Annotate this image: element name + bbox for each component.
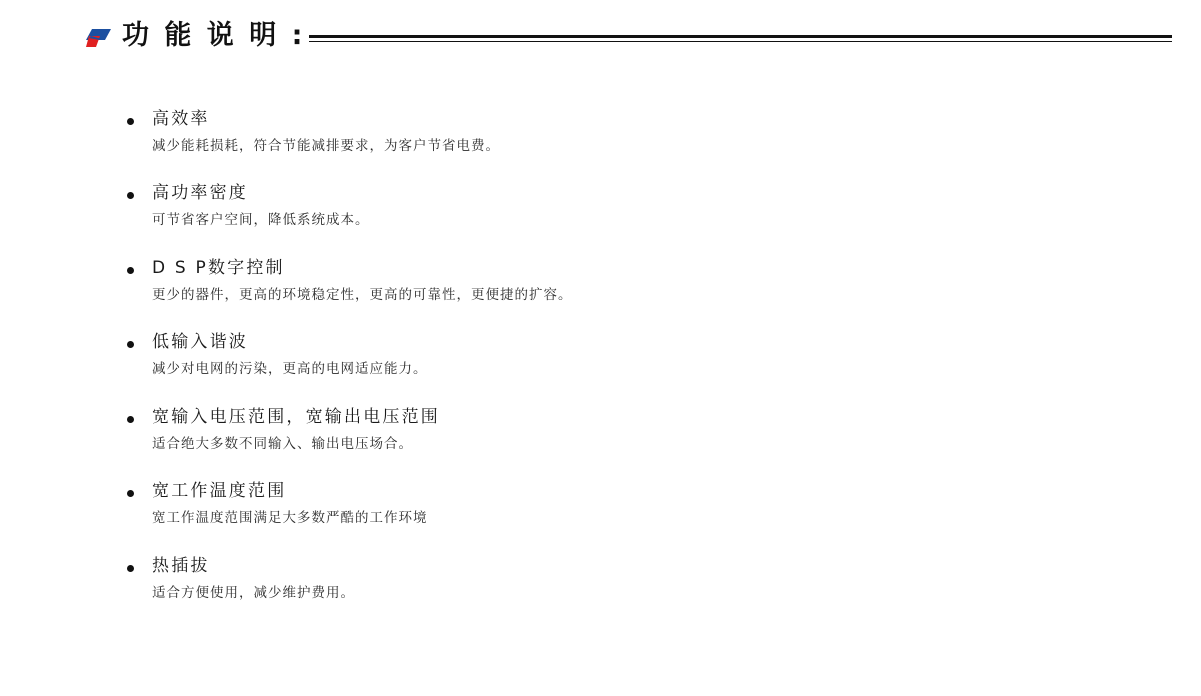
list-item xyxy=(124,480,1161,527)
feature-description: 更少的器件，更高的环境稳定性，更高的可靠性，更便捷的扩容。 xyxy=(152,286,573,303)
feature-description: 适合绝大多数不同输入、输出电压场合。 xyxy=(152,435,413,452)
section-header xyxy=(86,22,1185,49)
list-item xyxy=(124,257,1161,304)
bullet-icon xyxy=(127,416,134,423)
bullet-icon xyxy=(127,565,134,572)
feature-description: 减少对电网的污染，更高的电网适应能力。 xyxy=(152,361,428,378)
parallelogram-logo-mark-icon xyxy=(86,27,112,49)
feature-title: 高功率密度 xyxy=(152,183,248,204)
feature-description: 适合方便使用，减少维护费用。 xyxy=(152,584,355,601)
list-item xyxy=(124,108,1161,155)
feature-description: 可节省客户空间，降低系统成本。 xyxy=(152,212,370,229)
list-item xyxy=(124,406,1161,453)
feature-title: 热插拔 xyxy=(152,555,210,576)
bullet-icon xyxy=(127,341,134,348)
list-item xyxy=(124,182,1161,229)
header-divider-rule xyxy=(309,35,1172,43)
bullet-icon xyxy=(127,118,134,125)
list-item xyxy=(124,555,1161,602)
feature-title: 低输入谐波 xyxy=(152,332,248,353)
bullet-icon xyxy=(127,267,134,274)
feature-title: 宽工作温度范围 xyxy=(152,481,287,502)
page-title: 功 能 说 明 : xyxy=(122,20,306,51)
feature-list xyxy=(124,108,1161,602)
bullet-icon xyxy=(127,490,134,497)
feature-description: 宽工作温度范围满足大多数严酷的工作环境 xyxy=(152,510,428,527)
bullet-icon xyxy=(127,192,134,199)
feature-title: 宽输入电压范围，宽输出电压范围 xyxy=(152,406,440,427)
feature-description: 减少能耗损耗，符合节能减排要求，为客户节省电费。 xyxy=(152,137,500,154)
list-item xyxy=(124,331,1161,378)
feature-title: D S P数字控制 xyxy=(152,257,285,278)
feature-title: 高效率 xyxy=(152,109,210,129)
